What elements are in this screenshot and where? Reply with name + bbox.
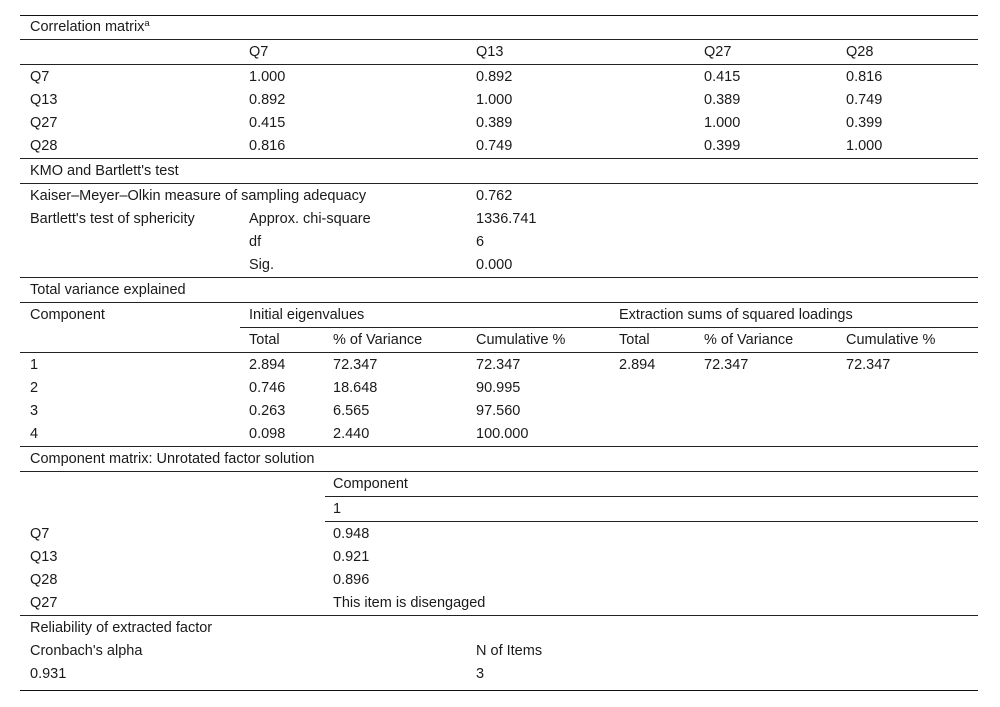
variance-cell: 72.347 <box>704 357 749 373</box>
variance-cell: 0.098 <box>249 426 286 442</box>
variance-cell: 72.347 <box>476 357 521 373</box>
bartlett-stat-value: 0.000 <box>476 257 513 273</box>
kmo-value: 0.762 <box>476 188 513 204</box>
variance-subheader: Cumulative % <box>476 332 566 348</box>
corr-col-header: Q13 <box>476 44 504 60</box>
corr-row-label: Q13 <box>30 92 58 108</box>
variance-cell: 18.648 <box>333 380 378 396</box>
n-items-value: 3 <box>476 666 485 682</box>
rule <box>20 277 978 278</box>
correlation-title: Correlation matrix$^a$ <box>30 18 150 35</box>
reliability-title: Reliability of extracted factor <box>30 620 213 636</box>
loading-label: Q13 <box>30 549 58 565</box>
initial-eigenvalues-header: Initial eigenvalues <box>249 307 365 323</box>
loading-value: 0.896 <box>333 572 370 588</box>
rule <box>20 183 978 184</box>
loading-value: 0.921 <box>333 549 370 565</box>
bartlett-stat-label: df <box>249 234 262 250</box>
corr-cell: 0.749 <box>476 138 513 154</box>
corr-cell: 0.816 <box>846 69 883 85</box>
rule <box>20 352 978 353</box>
kmo-title: KMO and Bartlett's test <box>30 163 179 179</box>
corr-cell: 1.000 <box>249 69 286 85</box>
variance-component: 2 <box>30 380 39 396</box>
bartlett-label: Bartlett's test of sphericity <box>30 211 195 227</box>
corr-col-header: Q27 <box>704 44 732 60</box>
variance-component: 4 <box>30 426 39 442</box>
rule-partial <box>325 521 978 522</box>
corr-row-label: Q27 <box>30 115 58 131</box>
corr-cell: 1.000 <box>704 115 741 131</box>
corr-cell: 0.399 <box>704 138 741 154</box>
variance-subheader: % of Variance <box>704 332 794 348</box>
corr-cell: 0.389 <box>476 115 513 131</box>
rule <box>20 471 978 472</box>
variance-component: 1 <box>30 357 39 373</box>
rule <box>20 39 978 40</box>
rule-partial <box>325 496 978 497</box>
loading-label: Q27 <box>30 595 58 611</box>
rule <box>20 302 978 303</box>
reliability-header: Cronbach's alpha <box>30 643 143 659</box>
corr-cell: 0.415 <box>704 69 741 85</box>
corr-row-label: Q28 <box>30 138 58 154</box>
corr-cell: 0.816 <box>249 138 286 154</box>
rule <box>20 64 978 65</box>
rule-top <box>20 15 978 16</box>
variance-cell: 90.995 <box>476 380 521 396</box>
variance-title: Total variance explained <box>30 282 186 298</box>
variance-subheader: Total <box>249 332 280 348</box>
variance-subheader: % of Variance <box>333 332 423 348</box>
variance-cell: 0.263 <box>249 403 286 419</box>
variance-cell: 2.894 <box>249 357 286 373</box>
variance-subheader: Cumulative % <box>846 332 936 348</box>
variance-cell: 2.894 <box>619 357 656 373</box>
variance-cell: 97.560 <box>476 403 521 419</box>
reliability-header: N of Items <box>476 643 543 659</box>
corr-cell: 0.415 <box>249 115 286 131</box>
component-matrix-title: Component matrix: Unrotated factor solution <box>30 451 315 467</box>
variance-component-header: Component <box>30 307 105 323</box>
bartlett-stat-label: Sig. <box>249 257 274 273</box>
bartlett-stat-value: 6 <box>476 234 485 250</box>
bartlett-stat-value: 1336.741 <box>476 211 537 227</box>
loading-value: This item is disengaged <box>333 595 486 611</box>
extraction-header: Extraction sums of squared loadings <box>619 307 853 323</box>
variance-cell: 2.440 <box>333 426 370 442</box>
rule-partial <box>240 327 978 328</box>
variance-cell: 100.000 <box>476 426 529 442</box>
corr-col-header: Q7 <box>249 44 269 60</box>
variance-subheader: Total <box>619 332 650 348</box>
corr-cell: 0.749 <box>846 92 883 108</box>
variance-cell: 0.746 <box>249 380 286 396</box>
corr-row-label: Q7 <box>30 69 50 85</box>
corr-cell: 1.000 <box>846 138 883 154</box>
corr-col-header: Q28 <box>846 44 874 60</box>
bartlett-stat-label: Approx. chi-square <box>249 211 371 227</box>
kmo-label: Kaiser–Meyer–Olkin measure of sampling adequacy <box>30 188 367 204</box>
variance-cell: 72.347 <box>333 357 378 373</box>
corr-cell: 0.892 <box>249 92 286 108</box>
loading-label: Q28 <box>30 572 58 588</box>
corr-cell: 0.389 <box>704 92 741 108</box>
rule <box>20 158 978 159</box>
rule-bottom <box>20 690 978 691</box>
corr-cell: 0.399 <box>846 115 883 131</box>
loading-value: 0.948 <box>333 526 370 542</box>
variance-component: 3 <box>30 403 39 419</box>
variance-cell: 6.565 <box>333 403 370 419</box>
rule <box>20 446 978 447</box>
loading-label: Q7 <box>30 526 50 542</box>
corr-cell: 1.000 <box>476 92 513 108</box>
corr-cell: 0.892 <box>476 69 513 85</box>
component-number: 1 <box>333 501 342 517</box>
variance-cell: 72.347 <box>846 357 891 373</box>
cronbach-alpha-value: 0.931 <box>30 666 67 682</box>
component-matrix-header: Component <box>333 476 408 492</box>
rule <box>20 615 978 616</box>
